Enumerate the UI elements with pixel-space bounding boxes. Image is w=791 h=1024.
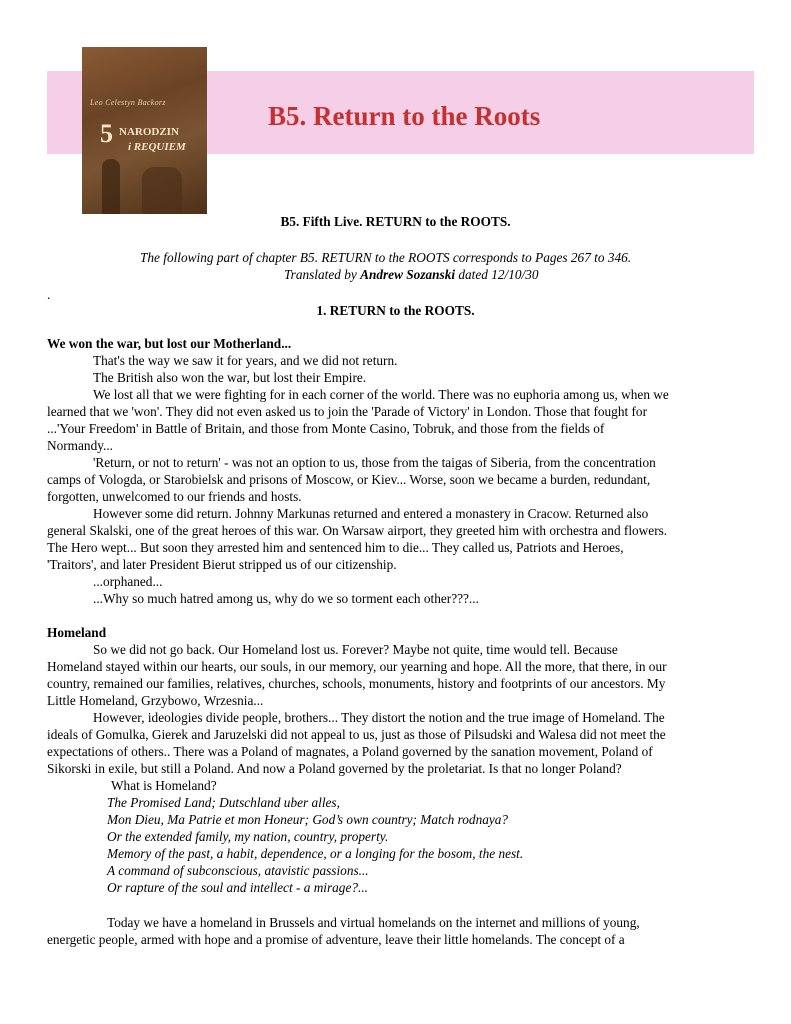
section-heading: 1. RETURN to the ROOTS. [316,303,475,318]
cover-figure [142,167,182,214]
intro-suffix: dated 12/10/30 [455,267,539,282]
paragraph-line: Today we have a homeland in Brussels and virtual homelands on the internet and millions of young, [107,915,640,930]
paragraph-line: Little Homeland, Grzybowo, Wrzesnia... [47,693,264,708]
cover-author: Leo Celestyn Backorz [90,98,166,107]
intro-prefix: Translated by [284,267,361,282]
paragraph-line: ...orphaned... [93,574,163,589]
page-title: B5. Return to the Roots [268,101,541,131]
paragraph-line: energetic people, armed with hope and a promise of adventure, leave their little homelands. The concept of a [47,932,625,947]
paragraph-line: general Skalski, one of the great heroes of this war. On Warsaw airport, they greeted him with orchestra and flowers. [47,523,668,538]
dot-text: . [47,287,51,302]
paragraph-line: That's the way we saw it for years, and we did not return. [93,353,398,368]
book-cover-image [82,47,207,214]
paragraph-line: learned that we 'won'. They did not even asked us to join the 'Parade of Victory' in London. Those that fought for [47,404,647,419]
verse-line: Memory of the past, a habit, dependence, or a longing for the bosom, the nest. [107,846,524,861]
paragraph-line: expectations of others.. There was a Poland of magnates, a Poland governed by the sanation movement, Poland of [47,744,653,759]
paragraph-line: 'Traitors', and later President Bierut stripped us of our citizenship. [47,557,397,572]
paragraph-line: 'Return, or not to return' - was not an option to us, those from the taigas of Siberia, from the concentration [93,455,656,470]
verse-line: The Promised Land; Dutschland uber alles, [107,795,340,810]
cover-title-line1: NARODZIN [119,126,179,138]
verse-line: Or the extended family, my nation, country, property. [107,829,389,844]
subheading: We won the war, but lost our Motherland... [47,336,292,351]
chapter-heading: B5. Fifth Live. RETURN to the ROOTS. [280,214,511,229]
paragraph-line: We lost all that we were fighting for in each corner of the world. There was no euphoria among us, when we [93,387,669,402]
paragraph-line: ...Why so much hatred among us, why do we so torment each other???... [93,591,479,606]
verse-line: Or rapture of the soul and intellect - a mirage?... [107,880,368,895]
intro-line: The following part of chapter B5. RETURN to the ROOTS corresponds to Pages 267 to 346. [140,250,632,265]
paragraph-line: camps of Vologda, or Starobielsk and prisons of Moscow, or Kiev... Worse, soon we became a burden, redundant, [47,472,651,487]
verse-line: A command of subconscious, atavistic passions... [107,863,369,878]
paragraph-line: Normandy... [47,438,113,453]
paragraph-line: country, remained our families, relatives, churches, schools, monuments, history and footprints of our ancestors. My [47,676,666,691]
paragraph-line: However some did return. Johnny Markunas returned and entered a monastery in Cracow. Returned also [93,506,649,521]
paragraph-line: So we did not go back. Our Homeland lost us. Forever? Maybe not quite, time would tell. Because [93,642,618,657]
translator-name: Andrew Sozanski [360,267,456,282]
cover-figure [102,159,120,214]
paragraph-line: Sikorski in exile, but still a Poland. And now a Poland governed by the proletariat. Is that no longer Poland? [47,761,622,776]
paragraph-line: The British also won the war, but lost their Empire. [93,370,367,385]
cover-number: 5 [100,119,113,148]
verse-line: Mon Dieu, Ma Patrie et mon Honeur; God’s own country; Match rodnaya? [107,812,509,827]
cover-title-line2: i REQUIEM [128,141,186,153]
intro-line-translator [284,266,539,283]
paragraph-line: However, ideologies divide people, brothers... They distort the notion and the true image of Homeland. The [93,710,665,725]
paragraph-line: ...'Your Freedom' in Battle of Britain, and those from Monte Casino, Tobruk, and those from the fields of [47,421,605,436]
question-line: What is Homeland? [111,778,217,793]
subheading: Homeland [47,625,107,640]
paragraph-line: forgotten, unwelcomed to our friends and hosts. [47,489,302,504]
paragraph-line: ideals of Gomulka, Gierek and Jaruzelski did not appeal to us, just as those of Pilsudski and Walesa did not meet the [47,727,666,742]
paragraph-line: The Hero wept... But soon they arrested him and sentenced him to die... They called us, Patriots and Heroes, [47,540,624,555]
paragraph-line: Homeland stayed within our hearts, our souls, in our memory, our yearning and hope. All the more, that there, in our [47,659,667,674]
